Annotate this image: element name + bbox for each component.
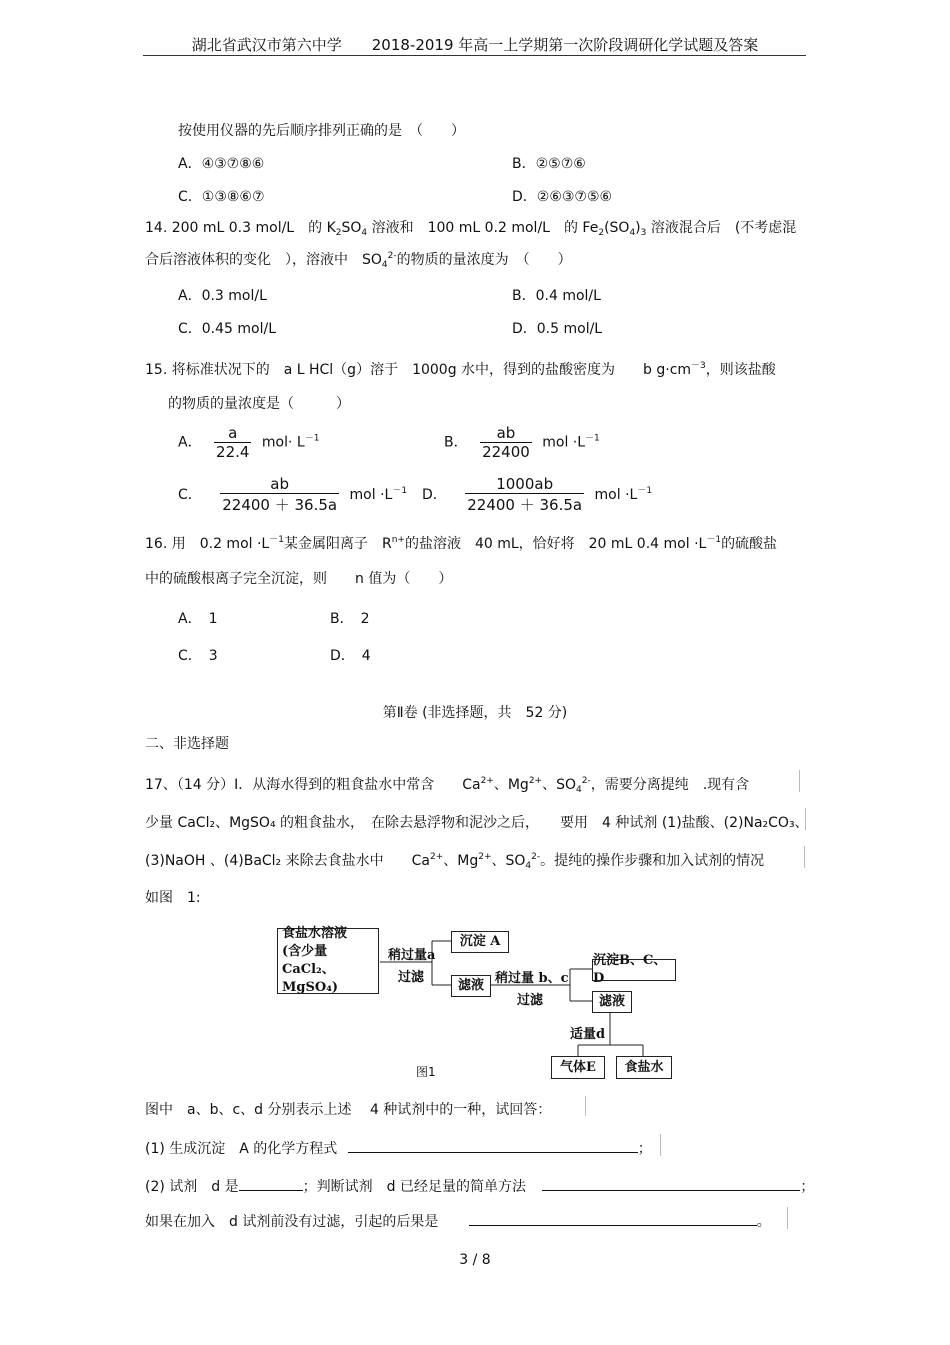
q17-sub3: 如果在加入 d 试剂前没有过滤，引起的后果是 。 [145, 1214, 771, 1230]
text-edge-marker [787, 1207, 788, 1229]
header-school: 湖北省武汉市第六中学 [191, 36, 342, 54]
q15-line1: 15. 将标准状况下的 a L HCl（g）溶于 1000g 水中，得到的盐酸密度为 b $g\cdot cm^{-3}$，则该盐酸 [145, 361, 776, 378]
answer-blank-1[interactable] [348, 1152, 638, 1153]
q15-line2: 的物质的量浓度是（ ） [168, 396, 350, 412]
header-title: 2018-2019 年高一上学期第一次阶段调研化学试题及答案 [371, 36, 759, 54]
q16-option-a: A． 1 [178, 611, 218, 627]
q13-stem: 按使用仪器的先后顺序排列正确的是 （ ） [178, 123, 465, 139]
q14-line2: 合后溶液体积的变化 ），溶液中 $SO_4^{2-}$的物质的量浓度为 （ ） [145, 251, 572, 270]
q14-fe: Fe [582, 220, 599, 236]
page-number: 3 / 8 [459, 1252, 491, 1268]
answer-blank-4[interactable] [469, 1225, 757, 1226]
q16-option-b: B． 2 [330, 611, 370, 627]
q16-option-c: C． 3 [178, 648, 218, 664]
q17-line3: (3)NaOH 、(4)BaCl₂ 来除去食盐水中 $Ca^{2+}$、$Mg^{2+}$、$SO_4^{2-}$。提纯的操作步骤和加入试剂的情况 [145, 852, 765, 871]
q14-option-c: C．0.45 mol/L [178, 321, 277, 337]
q14-line1: 14. 200 mL 0.3 mol/L 的 $K_2SO_4$ 溶液和 100 mL 0.2 mol/L 的 $Fe_2(SO_4)_3$ 溶液混合后 (不考虑混 [145, 220, 797, 238]
box-filtrate-2: 滤液 [592, 991, 632, 1013]
q17-intro: 图中 a、b、c、d 分别表示上述 4 种试剂中的一种，试回答： [145, 1102, 552, 1118]
q17-sub1: (1) 生成沉淀 A 的化学方程式 ； [145, 1141, 652, 1157]
answer-blank-2[interactable] [239, 1190, 303, 1191]
q17-line4: 如图 1: [145, 890, 201, 906]
q13-option-a: A．④③⑦⑧⑥ [178, 156, 265, 172]
part2-title: 第Ⅱ卷 (非选择题，共 52 分) [382, 705, 568, 721]
q14-option-d: D．0.5 mol/L [512, 321, 603, 337]
section-title: 二、非选择题 [145, 736, 229, 752]
text-edge-marker [585, 1096, 586, 1116]
box-precipitate-a: 沉淀 A [451, 931, 509, 953]
fraction-b: $\frac{ab}{22400}$ [482, 424, 530, 461]
box-precipitate-bcd: 沉淀B、C、D [592, 959, 676, 981]
arrow2-label-top: 稍过量 b、c [495, 971, 569, 986]
q14-number: 14. [145, 220, 168, 236]
q15-option-a: A． $\frac{a}{22.4}$ $mol\cdot L^{-1}$ [178, 424, 320, 461]
arrow3-label: 适量d [570, 1027, 606, 1042]
q14-text2: 溶液和 100 mL 0.2 mol/L 的 [371, 220, 578, 236]
q15-option-c: C． $\frac{ab}{22400 + 36.5a}$ mol $\cdot L^{-1}$ [178, 475, 408, 514]
q15-option-b: B． $\frac{ab}{22400}$ mol $\cdot L^{-1}$ [444, 424, 600, 461]
arrow2-label-bottom: 过滤 [517, 993, 544, 1008]
q17-line2: 少量 CaCl₂、MgSO₄ 的粗食盐水， 在除去悬浮物和泥沙之后， 要用 4 种试剂 (1)盐酸、(2)Na₂CO₃、 [145, 815, 809, 831]
arrow1-label-top: 稍过量a [388, 948, 436, 963]
figure-caption: 图1 [416, 1065, 436, 1079]
q14-text1: 200 mL 0.3 mol/L 的 [171, 220, 323, 236]
box-gas-e: 气体E [551, 1056, 605, 1079]
q17-sub2: (2) 试剂 d 是 ；判断试剂 d 已经足量的简单方法 ； [145, 1179, 815, 1195]
q14-k: K [326, 220, 336, 236]
fraction-c: $\frac{ab}{22400 + 36.5a}$ [222, 475, 338, 514]
q16-line2: 中的硫酸根离子完全沉淀，则 n 值为（ ） [145, 571, 453, 587]
q14-option-a: A．0.3 mol/L [178, 288, 267, 304]
text-edge-marker [660, 1134, 661, 1156]
q14-text3: 溶液混合后 (不考虑混 [650, 220, 797, 236]
answer-blank-3[interactable] [542, 1190, 800, 1191]
q16-line1: 16. 用 0.2 mol $\cdot L^{-1}$某金属阳离子 $R^{n+}$的盐溶液 40 mL，恰好将 20 mL 0.4 mol $\cdot L^{-1}$的硫酸盐 [145, 535, 778, 552]
box-brine-solution: 食盐水溶液 (含少量CaCl₂、 MgSO₄) [277, 928, 379, 994]
q13-option-c: C．①③⑧⑥⑦ [178, 189, 265, 205]
fraction-d: $\frac{1000ab}{22400 + 36.5a}$ [467, 475, 583, 514]
q15-option-d: D． $\frac{1000ab}{22400 + 36.5a}$ mol $\cdot L^{-1}$ [422, 475, 653, 514]
q13-option-d: D．②⑥③⑦⑤⑥ [512, 189, 613, 205]
q17-line1: 17、（14 分）Ⅰ．从海水得到的粗食盐水中常含 $Ca^{2+}$、$Mg^{2+}$、$SO_4^{2-}$，需要分离提纯 .现有含 [145, 776, 750, 795]
box-brine: 食盐水 [616, 1056, 672, 1079]
q14-option-b: B．0.4 mol/L [512, 288, 601, 304]
fraction-a: $\frac{a}{22.4}$ [216, 424, 250, 461]
box-filtrate-1: 滤液 [451, 975, 491, 997]
q16-option-d: D． 4 [330, 648, 371, 664]
arrow1-label-bottom: 过滤 [398, 970, 425, 985]
q13-option-b: B．②⑤⑦⑥ [512, 156, 586, 172]
